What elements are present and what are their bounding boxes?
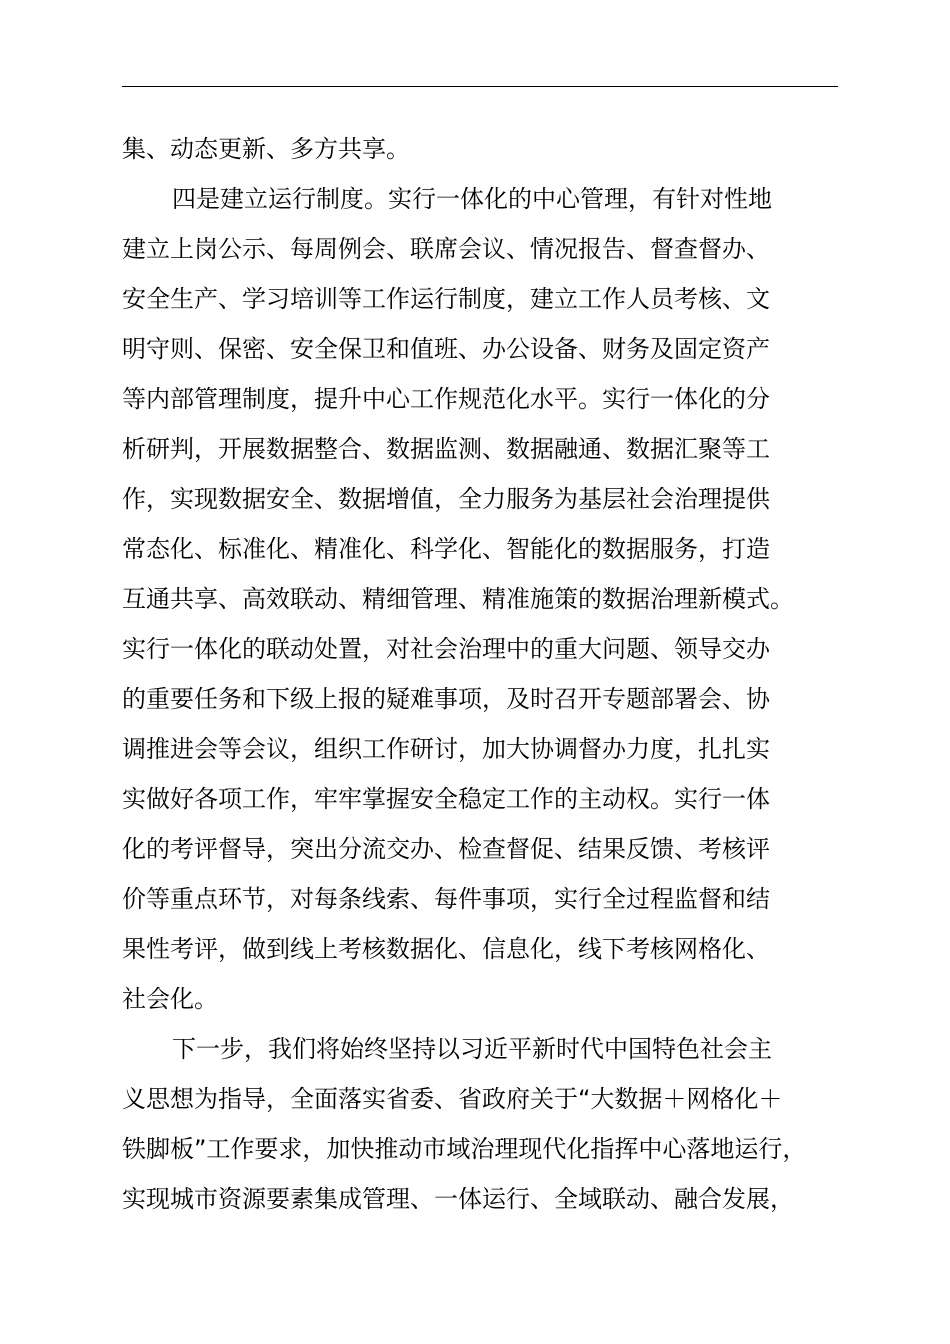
text-line: 常态化、标准化、精准化、科学化、智能化的数据服务，打造 xyxy=(122,535,770,563)
text-line: 实现城市资源要素集成管理、一体运行、全域联动、融合发展， xyxy=(122,1185,794,1213)
text-line: 调推进会等会议，组织工作研讨，加大协调督办力度，扎扎实 xyxy=(122,735,770,763)
text-line: 实做好各项工作，牢牢掌握安全稳定工作的主动权。实行一体 xyxy=(122,785,770,813)
text-line: 果性考评，做到线上考核数据化、信息化，线下考核网格化、 xyxy=(122,935,770,963)
text-line: 安全生产、学习培训等工作运行制度，建立工作人员考核、文 xyxy=(122,285,770,313)
text-line: 义思想为指导，全面落实省委、省政府关于“大数据＋网格化＋ xyxy=(122,1085,783,1113)
paragraph-start-line: 下一步，我们将始终坚持以习近平新时代中国特色社会主 xyxy=(172,1035,772,1063)
text-line: 等内部管理制度，提升中心工作规范化水平。实行一体化的分 xyxy=(122,385,770,413)
text-line: 的重要任务和下级上报的疑难事项，及时召开专题部署会、协 xyxy=(122,685,770,713)
text-line: 价等重点环节，对每条线索、每件事项，实行全过程监督和结 xyxy=(122,885,770,913)
text-line: 化的考评督导，突出分流交办、检查督促、结果反馈、考核评 xyxy=(122,835,770,863)
text-line: 析研判，开展数据整合、数据监测、数据融通、数据汇聚等工 xyxy=(122,435,770,463)
text-line: 铁脚板”工作要求，加快推动市域治理现代化指挥中心落地运行， xyxy=(122,1135,807,1163)
text-line: 建立上岗公示、每周例会、联席会议、情况报告、督查督办、 xyxy=(122,235,770,263)
text-line: 集、动态更新、多方共享。 xyxy=(122,135,410,163)
paragraph-start-line: 四是建立运行制度。实行一体化的中心管理，有针对性地 xyxy=(172,185,772,213)
header-rule xyxy=(122,86,838,87)
text-line: 明守则、保密、安全保卫和值班、办公设备、财务及固定资产 xyxy=(122,335,770,363)
text-line: 作，实现数据安全、数据增值，全力服务为基层社会治理提供 xyxy=(122,485,770,513)
text-line: 实行一体化的联动处置，对社会治理中的重大问题、领导交办 xyxy=(122,635,770,663)
text-line: 互通共享、高效联动、精细管理、精准施策的数据治理新模式。 xyxy=(122,585,794,613)
text-line: 社会化。 xyxy=(122,985,218,1013)
document-body xyxy=(122,124,862,1224)
